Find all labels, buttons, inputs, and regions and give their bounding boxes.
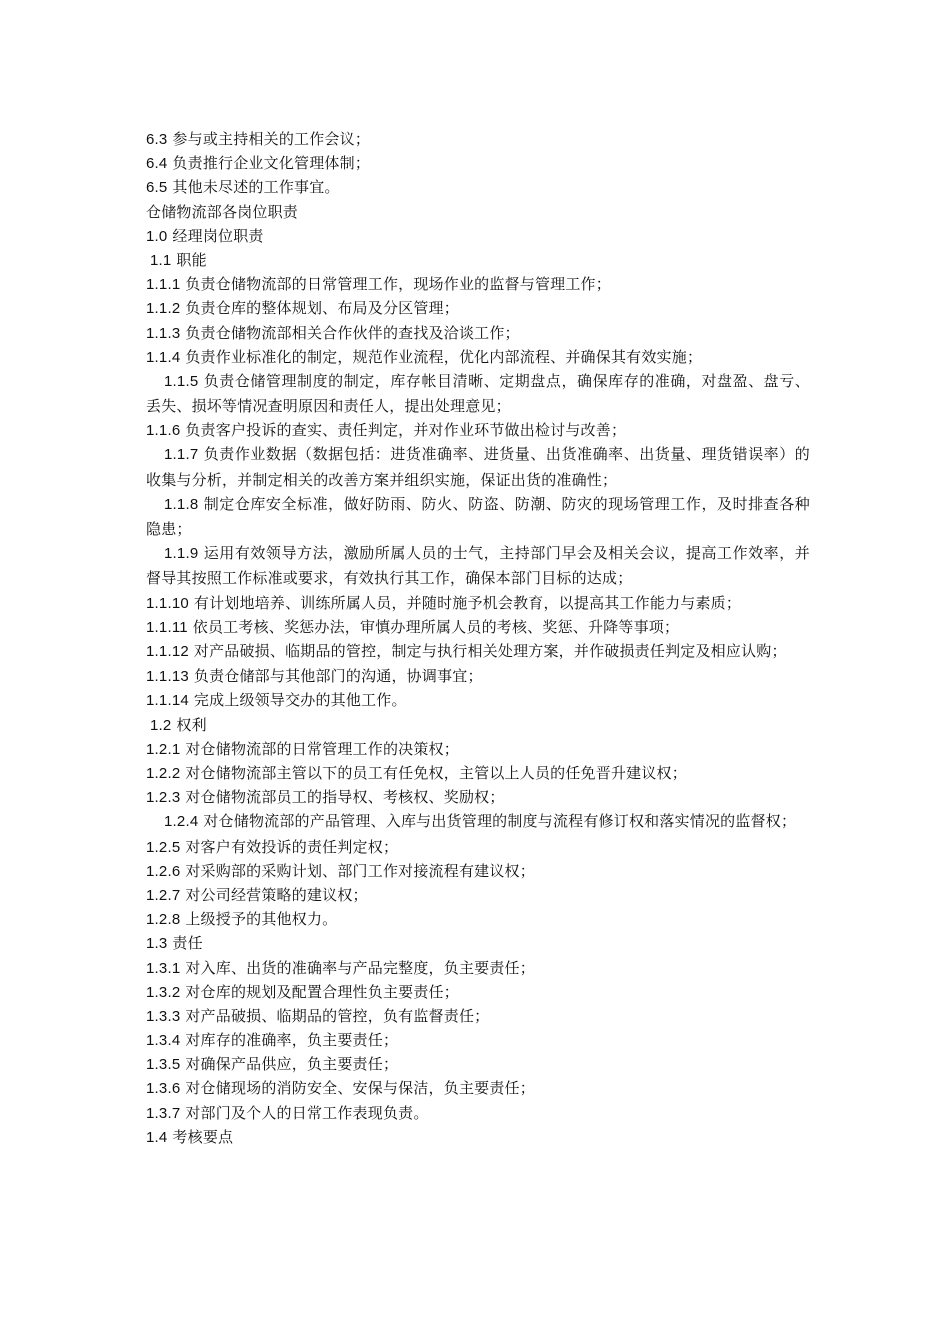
- item-1-4: 1.4 考核要点: [146, 1127, 234, 1146]
- item-1-1-1: 1.1.1 负责仓储物流部的日常管理工作，现场作业的监督与管理工作；: [146, 275, 611, 294]
- item-1-2-7: 1.2.7 对公司经营策略的建议权；: [146, 885, 368, 904]
- item-1-1-4: 1.1.4 负责作业标准化的制定，规范作业流程，优化内部流程、并确保其有效实施；: [146, 347, 703, 366]
- section-heading: 仓储物流部各岗位职责: [146, 202, 299, 221]
- item-1-2-1: 1.2.1 对仓储物流部的日常管理工作的决策权；: [146, 739, 459, 758]
- item-1-2-5: 1.2.5 对客户有效投诉的责任判定权；: [146, 837, 399, 856]
- item-1-1-5: 1.1.5 负责仓储管理制度的制定，库存帐目清晰、定期盘点，确保库存的准确，对盘盈、盘亏、丢失、损坏等情况查明原因和责任人，提出处理意见；: [146, 371, 810, 416]
- item-1-1-13: 1.1.13 负责仓储部与其他部门的沟通，协调事宜；: [146, 667, 483, 686]
- item-6-3: 6.3 参与或主持相关的工作会议；: [146, 130, 371, 148]
- item-1-1-12: 1.1.12 对产品破损、临期品的管控，制定与执行相关处理方案，并作破损责任判定及相应认购；: [146, 642, 787, 661]
- item-1-2-4: 1.2.4 对仓储物流部的产品管理、入库与出货管理的制度与流程有修订权和落实情况的监督权；: [164, 812, 797, 831]
- item-1-3-4: 1.3.4 对库存的准确率，负主要责任；: [146, 1031, 399, 1050]
- item-1-1-6: 1.1.6 负责客户投诉的查实、责任判定，并对作业环节做出检讨与改善；: [146, 421, 627, 440]
- item-6-4: 6.4 负责推行企业文化管理体制；: [146, 154, 371, 173]
- item-1-1-3: 1.1.3 负责仓储物流部相关合作伙伴的查找及洽谈工作；: [146, 323, 520, 342]
- item-1-1: 1.1 职能: [150, 250, 207, 269]
- item-1-1-8: 1.1.8 制定仓库安全标准，做好防雨、防火、防盗、防潮、防灾的现场管理工作，及时排查各种隐患；: [146, 494, 810, 539]
- item-1-2: 1.2 权利: [150, 715, 207, 734]
- item-1-1-10: 1.1.10 有计划地培养、训练所属人员，并随时施予机会教育，以提高其工作能力与素质；: [146, 593, 742, 612]
- document-body: [146, 127, 810, 1149]
- item-1-2-2: 1.2.2 对仓储物流部主管以下的员工有任免权，主管以上人员的任免晋升建议权；: [146, 764, 687, 783]
- item-1-3-7: 1.3.7 对部门及个人的日常工作表现负责。: [146, 1103, 429, 1122]
- item-1-1-9: 1.1.9 运用有效领导方法，激励所属人员的士气，主持部门早会及相关会议，提高工作效率，并督导其按照工作标准或要求，有效执行其工作，确保本部门目标的达成；: [146, 544, 810, 588]
- item-1-3-6: 1.3.6 对仓储现场的消防安全、安保与保洁，负主要责任；: [146, 1079, 535, 1098]
- item-1-1-2: 1.1.2 负责仓库的整体规划、布局及分区管理；: [146, 299, 459, 318]
- item-1-3-3: 1.3.3 对产品破损、临期品的管控，负有监督责任；: [146, 1006, 490, 1025]
- item-1-3-5: 1.3.5 对确保产品供应，负主要责任；: [146, 1055, 399, 1074]
- item-6-5: 6.5 其他未尽述的工作事宜。: [146, 178, 340, 197]
- item-1-1-7: 1.1.7 负责作业数据（数据包括：进货准确率、进货量、出货准确率、出货量、理货错误率）的收集与分析，并制定相关的改善方案并组织实施，保证出货的准确性；: [146, 445, 810, 489]
- item-1-0: 1.0 经理岗位职责: [146, 226, 264, 245]
- item-1-2-8: 1.2.8 上级授予的其他权力。: [146, 910, 338, 929]
- item-1-3: 1.3 责任: [146, 934, 203, 953]
- item-1-1-11: 1.1.11 依员工考核、奖惩办法，审慎办理所属人员的考核、奖惩、升降等事项；: [146, 617, 680, 636]
- item-1-3-1: 1.3.1 对入库、出货的准确率与产品完整度，负主要责任；: [146, 958, 535, 977]
- item-1-1-14: 1.1.14 完成上级领导交办的其他工作。: [146, 691, 407, 710]
- item-1-2-6: 1.2.6 对采购部的采购计划、部门工作对接流程有建议权；: [146, 861, 535, 880]
- item-1-2-3: 1.2.3 对仓储物流部员工的指导权、考核权、奖励权；: [146, 788, 505, 807]
- item-1-3-2: 1.3.2 对仓库的规划及配置合理性负主要责任；: [146, 982, 459, 1001]
